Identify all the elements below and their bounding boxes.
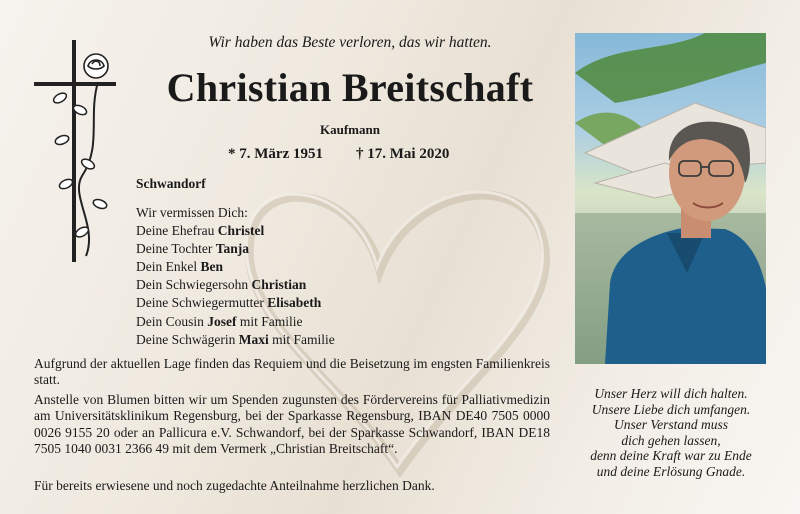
poem [568,386,774,479]
death-date: † 17. Mai 2020 [356,146,450,162]
notice-requiem: Aufgrund der aktuellen Lage finden das Requiem und die Beisetzung im engsten Familienkreis statt. [34,356,550,388]
portrait-photo [575,33,766,364]
cross-with-rose-icon [30,36,122,266]
mourner: Dein Cousin Josef mit Familie [136,313,303,329]
mourners-intro: Wir vermissen Dich: [136,205,248,220]
poem-line: und deine Erlösung Gnade. [596,463,746,479]
mourner: Deine Schwägerin Maxi mit Familie [136,331,335,347]
birth-date: * 7. März 1951 [228,146,323,162]
deceased-name: Christian Breitschaft [166,65,534,110]
motto: Wir haben das Beste verloren, das wir hatten. [208,34,492,51]
poem-line: Unsere Liebe dich umfangen. [591,401,751,417]
poem-line: denn deine Kraft war zu Ende [590,448,752,463]
mourner: Dein Enkel Ben [136,259,223,275]
poem-line: Unser Herz will dich halten. [594,386,748,401]
notice-donations: Anstelle von Blumen bitten wir um Spenden zugunsten des Fördervereins für Palliativmedizin am Universitätsklinikum Regensburg, bei der Sparkasse Regensburg, IBAN DE40 7505 0000 0026 9155 20 oder an Pallicura e.V. Schwandorf, bei der Sparkasse Schwandorf, IBAN DE18 7505 1040 0031 2366 49 mit dem Vermerk „Christian Breitschaft“. [34,392,550,457]
poem-line: dich gehen lassen, [621,432,721,448]
notice-thanks: Für bereits erwiesene und noch zugedachte Anteilnahme herzlichen Dank. [34,478,435,493]
mourner: Deine Tochter Tanja [136,241,250,257]
mourner: Dein Schwiegersohn Christian [136,277,307,293]
profession: Kaufmann [320,122,380,137]
mourners-list [136,204,335,349]
poem-line: Unser Verstand muss [613,417,728,432]
place: Schwandorf [136,176,206,191]
mourner: Deine Schwiegermutter Elisabeth [136,295,322,311]
mourner: Deine Ehefrau Christel [136,223,265,239]
